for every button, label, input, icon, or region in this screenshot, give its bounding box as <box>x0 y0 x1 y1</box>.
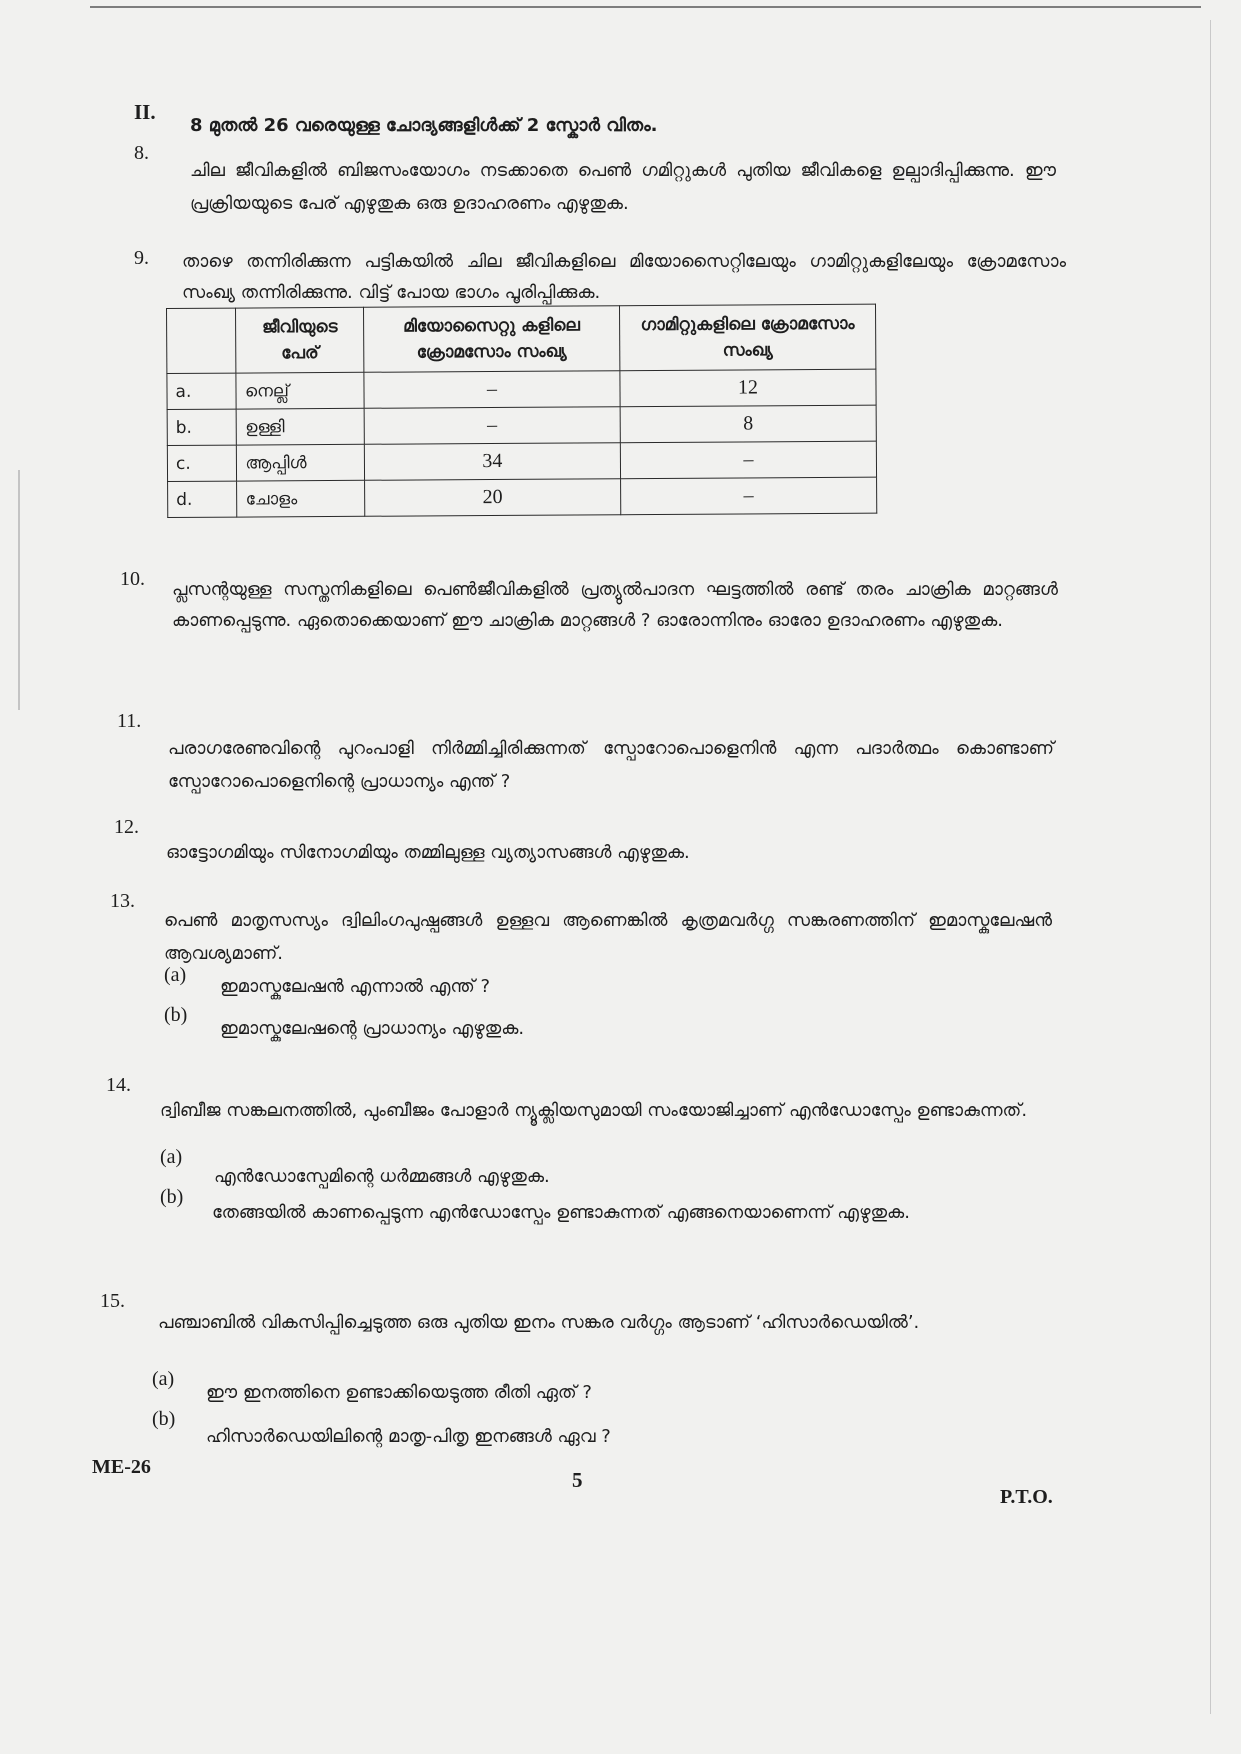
gamete-count: 12 <box>620 369 876 407</box>
table-header-label <box>167 308 237 373</box>
question-11-text: പരാഗരേണുവിന്റെ പുറംപാളി നിർമ്മിച്ചിരിക്കുന്നത് സ്പോറോപൊളെനിൻ എന്ന പദാർത്ഥം കൊണ്ടാണ് സ്പോറോപൊളെനിന്റെ പ്രാധാന്യം എന്ത് ? <box>168 738 1054 792</box>
table-row <box>168 477 877 517</box>
question-13a-text: ഇമാസ്കുലേഷൻ എന്നാൽ എന്ത് ? <box>220 976 491 997</box>
question-10-text: പ്ലസന്റയുള്ള സസ്തനികളിലെ പെൺജീവികളിൽ പ്രത്യുൽപാദന ഘട്ടത്തിൽ രണ്ട് തരം ചാക്രിക മാറ്റങ്ങൾ കാണപ്പെടുന്നു. ഏതൊക്കെയാണ് ഈ ചാക്രിക മാറ്റങ്ങൾ ? ഓരോന്നിനും ഓരോ ഉദാഹരണം എഴുതുക. <box>172 579 1058 631</box>
question-14-number: 14. <box>106 1074 131 1096</box>
table-header-row <box>167 304 876 373</box>
question-13b-label: (b) <box>164 1004 188 1026</box>
question-13a-label: (a) <box>164 964 187 986</box>
question-11-number: 11. <box>117 710 142 732</box>
row-label: c. <box>167 445 237 481</box>
question-13b-text: ഇമാസ്കുലേഷന്റെ പ്രാധാന്യം എഴുതുക. <box>220 1018 525 1039</box>
meiocyte-count: – <box>364 371 620 409</box>
question-12-text: ഓട്ടോഗമിയും സിനോഗമിയും തമ്മിലുള്ള വ്യത്യാസങ്ങൾ എഴുതുക. <box>166 842 690 863</box>
table-header-meiocyte: മിയോസൈറ്റു കളിലെ ക്രോമസോം സംഖ്യ <box>363 306 619 373</box>
organism-name: നെല്ല് <box>236 372 364 409</box>
question-9-number: 9. <box>134 247 149 269</box>
table-header-gamete: ഗാമിറ്റുകളിലെ ക്രോമസോം സംഖ്യ <box>619 304 875 371</box>
question-15b-text: ഹിസാർഡെയിലിന്റെ മാതൃ-പിതൃ ഇനങ്ങൾ ഏവ ? <box>206 1426 611 1447</box>
organism-name: ആപ്പിൾ <box>237 444 365 481</box>
question-8-text: ചില ജീവികളിൽ ബിജസംയോഗം നടക്കാതെ പെൺ ഗമിറ്റുകൾ പുതിയ ജീവികളെ ഉല്പാദിപ്പിക്കുന്നു. ഈ പ്രക്രിയയുടെ പേര് എഴുതുക ഒരു ഉദാഹരണം എഴുതുക. <box>190 160 1056 214</box>
question-14-text: ദ്വിബീജ സങ്കലനത്തിൽ, പുംബീജം പോളാർ ന്യൂക്ലിയസുമായി സംയോജിച്ചാണ് എൻഡോസ്പേം ഉണ്ടാകുന്നത്. <box>160 1100 1028 1121</box>
gamete-count: – <box>620 477 876 515</box>
question-14a-text: എൻഡോസ്പേമിന്റെ ധർമ്മങ്ങൾ എഴുതുക. <box>214 1166 550 1187</box>
question-15-number: 15. <box>100 1290 125 1312</box>
section-title: 8 മുതൽ 26 വരെയുള്ള ചോദ്യങ്ങളിൾക്ക് 2 സ്കോർ വിതം. <box>190 115 658 136</box>
paper-code: ME-26 <box>92 1456 151 1478</box>
table-row <box>167 369 876 409</box>
question-13-text: പെൺ മാതൃസസ്യം ദ്വിലിംഗപുഷ്പങ്ങൾ ഉള്ളവ ആണെങ്കിൽ കൃത്രമവർഗ്ഗ സങ്കരണത്തിന് ഇമാസ്കുലേഷൻ ആവശ്യമാണ്. <box>164 910 1052 964</box>
scan-left-mark <box>18 470 20 710</box>
question-15a-label: (a) <box>152 1368 175 1390</box>
scan-top-edge <box>90 6 1201 8</box>
row-label: d. <box>168 481 238 517</box>
question-9-text: താഴെ തന്നിരിക്കുന്ന പട്ടികയിൽ ചില ജീവികളിലെ മിയോസൈറ്റിലേയും ഗാമിറ്റുകളിലേയും ക്രോമസോം സംഖ്യ തന്നിരിക്കുന്നു. വിട്ട് പോയ ഭാഗം പൂരിപ്പിക്കുക. <box>182 251 1066 303</box>
chromosome-table <box>166 304 877 518</box>
question-14b-label: (b) <box>160 1186 184 1208</box>
question-14a-label: (a) <box>160 1146 183 1168</box>
organism-name: ചോളം <box>237 480 365 517</box>
question-10-number: 10. <box>120 568 145 590</box>
question-15b-label: (b) <box>152 1408 176 1430</box>
question-13-number: 13. <box>110 890 135 912</box>
question-15-text: പഞ്ചാബിൽ വികസിപ്പിച്ചെടുത്ത ഒരു പുതിയ ഇനം സങ്കര വർഗ്ഗം ആടാണ് ‘ഹിസാർഡെയിൽ’. <box>158 1312 920 1333</box>
gamete-count: 8 <box>620 405 876 443</box>
gamete-count: – <box>620 441 876 479</box>
table-row <box>167 405 876 445</box>
question-8-number: 8. <box>134 142 149 164</box>
meiocyte-count: 20 <box>364 479 620 517</box>
please-turn-over: P.T.O. <box>1000 1486 1053 1508</box>
meiocyte-count: 34 <box>364 443 620 481</box>
question-15a-text: ഈ ഇനത്തിനെ ഉണ്ടാക്കിയെടുത്ത രീതി ഏത് ? <box>206 1382 592 1403</box>
organism-name: ഉള്ളി <box>237 408 365 445</box>
table-header-organism: ജീവിയുടെ പേര് <box>236 307 364 373</box>
row-label: b. <box>167 409 237 445</box>
page-number: 5 <box>572 1468 583 1492</box>
scan-right-edge <box>1210 20 1211 1714</box>
question-12-number: 12. <box>114 816 139 838</box>
meiocyte-count: – <box>364 407 620 445</box>
question-14b-text: തേങ്ങയിൽ കാണപ്പെടുന്ന എൻഡോസ്പേം ഉണ്ടാകുന്നത് എങ്ങനെയാണെന്ന് എഴുതുക. <box>212 1202 910 1223</box>
table-row <box>167 441 876 481</box>
section-number: II. <box>134 100 156 124</box>
row-label: a. <box>167 373 237 409</box>
